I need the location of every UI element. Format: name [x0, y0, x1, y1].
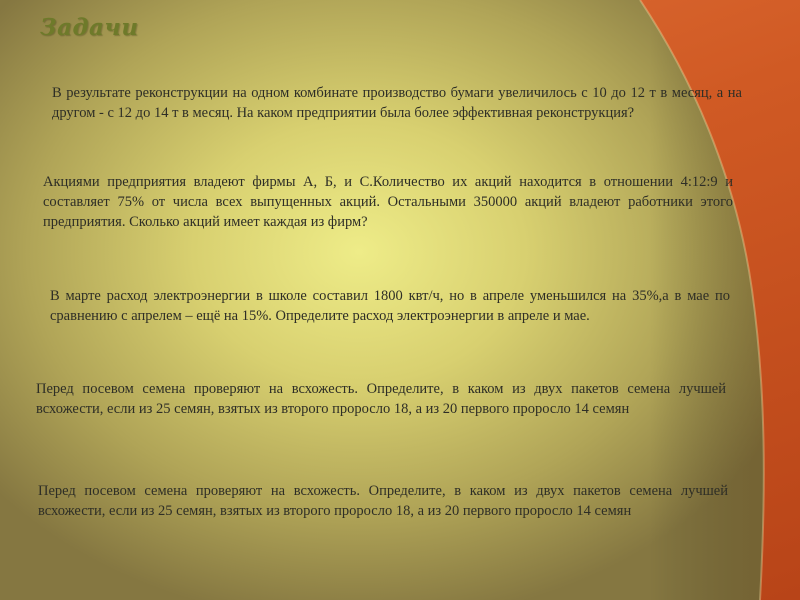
task-5-text: Перед посевом семена проверяют на всхожесть. Определите, в каком из двух пакетов семена лучшей всхожести, если из 25 семян, взятых из второго проросло 18, а из 20 первого проросло 14 семян [38, 483, 728, 519]
task-3-text: В марте расход электроэнергии в школе составил 1800 квт/ч, но в апреле уменьшился на 35%,а в мае по сравнению с апрелем – ещё на 15%. Определите расход электроэнергии в апреле и мае. [50, 288, 730, 324]
task-1 [52, 83, 742, 123]
task-5 [38, 481, 728, 521]
task-3 [50, 286, 730, 326]
slide-title: Задачи [40, 14, 139, 41]
task-2 [43, 172, 733, 232]
task-4 [36, 379, 726, 419]
task-2-text: Акциями предприятия владеют фирмы А, Б, и С.Количество их акций находится в отношении 4:12:9 и составляет 75% от числа всех выпущенных акций. Остальными 350000 акций владеют работники этого предприятия. Сколько акций имеет каждая из фирм? [43, 174, 733, 230]
task-4-text: Перед посевом семена проверяют на всхожесть. Определите, в каком из двух пакетов семена лучшей всхожести, если из 25 семян, взятых из второго проросло 18, а из 20 первого проросло 14 семян [36, 381, 726, 417]
task-1-text: В результате реконструкции на одном комбинате производство бумаги увеличилось с 10 до 12 т в месяц, а на другом - с 12 до 14 т в месяц. На каком предприятии была более эффективная реконструкция? [52, 85, 742, 121]
